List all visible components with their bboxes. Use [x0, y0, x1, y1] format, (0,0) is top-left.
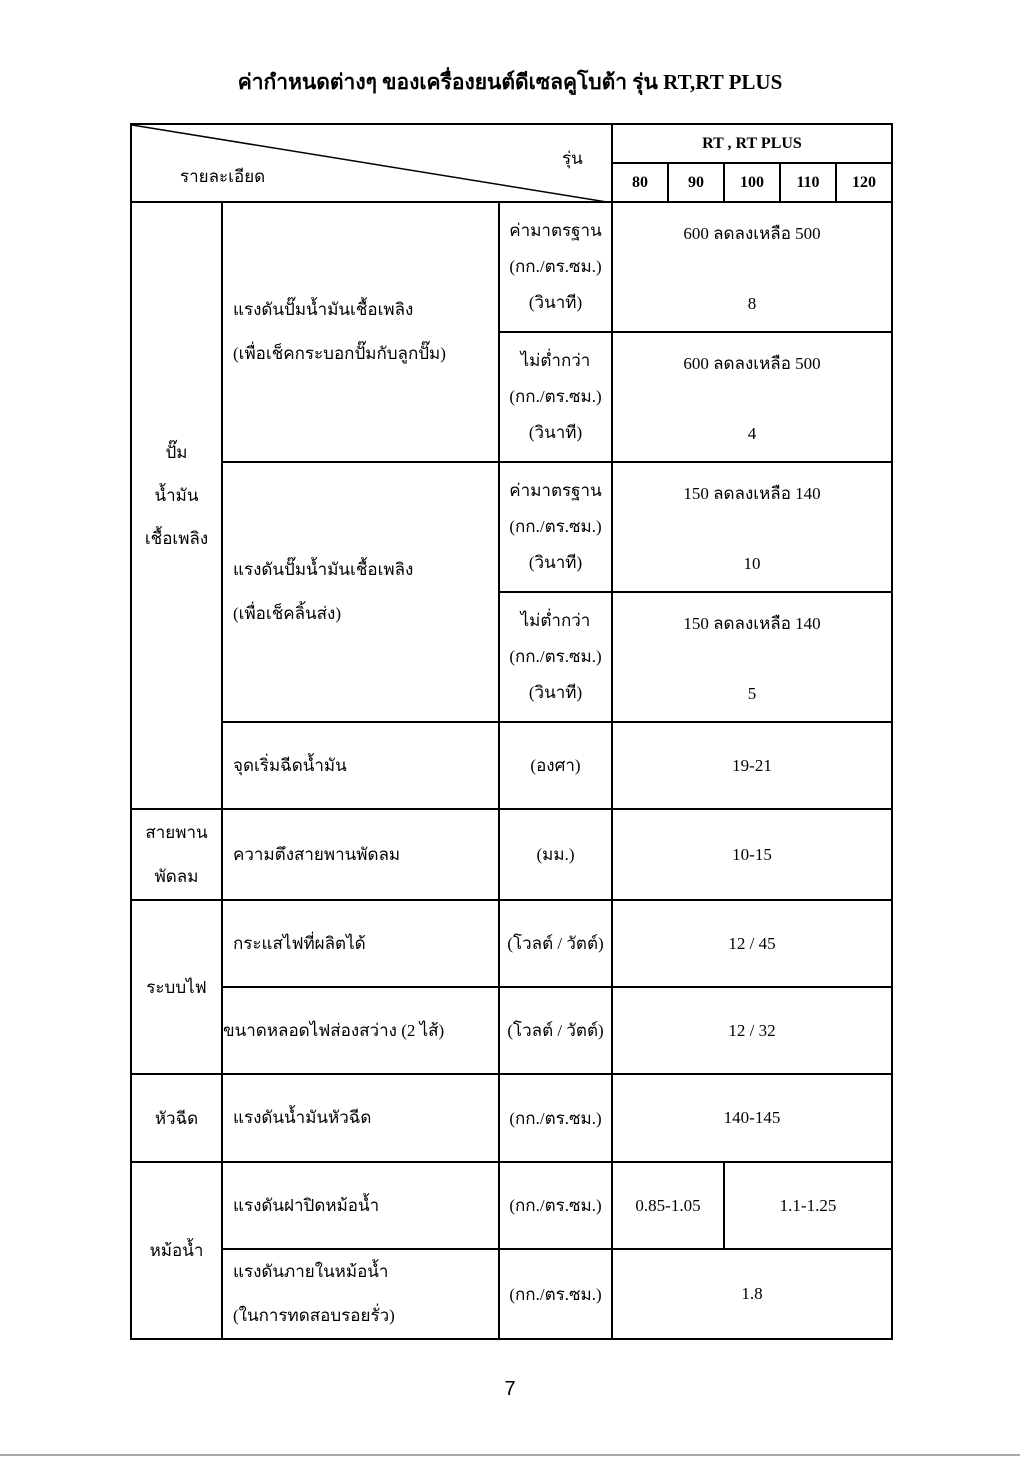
unit-line: (วินาที)	[528, 423, 583, 442]
category-line: ปั๊ม	[165, 443, 188, 462]
model-120: 120	[836, 163, 892, 202]
value-text: 600 ลดลงเหลือ 500	[683, 354, 821, 373]
value-cell-b: 1.1-1.25	[724, 1162, 892, 1249]
unit-cell: (มม.)	[499, 809, 612, 900]
unit-line: ไม่ต่ำกว่า	[520, 351, 591, 370]
unit-cell: (กก./ตร.ซม.)	[499, 1162, 612, 1249]
plunger-check-label	[222, 202, 499, 462]
header-diagonal-cell	[131, 124, 612, 202]
value-text: 150 ลดลงเหลือ 140	[683, 484, 821, 503]
detail-header: รายละเอียด	[180, 167, 266, 186]
row-label: แรงดันฝาปิดหม้อน้ำ	[233, 1195, 380, 1215]
unit-cell	[499, 592, 612, 722]
value-text: 600 ลดลงเหลือ 500	[683, 224, 821, 243]
page-title: ค่ากำหนดต่างๆ ของเครื่องยนต์ดีเซลคูโบต้า รุ่น RT,RT PLUS	[237, 70, 783, 94]
page-number: 7	[504, 1378, 516, 1400]
model-110: 110	[780, 163, 836, 202]
unit-cell: (โวลต์ / วัตต์)	[499, 900, 612, 987]
unit-cell: (องศา)	[499, 722, 612, 809]
value-cell-a: 0.85-1.05	[612, 1162, 724, 1249]
unit-line: (กก./ตร.ซม.)	[509, 257, 602, 276]
row-label: แรงดันภายในหม้อน้ำ	[233, 1262, 389, 1281]
unit-cell	[499, 462, 612, 592]
seconds-text: 8	[747, 294, 757, 313]
row-label: แรงดันน้ำมันหัวฉีด	[233, 1108, 372, 1127]
unit-line: (กก./ตร.ซม.)	[509, 647, 602, 666]
fuel-pump-category	[131, 202, 222, 809]
injector-label	[222, 1074, 499, 1162]
unit-cell: (กก./ตร.ซม.)	[499, 1249, 612, 1339]
model-header: รุ่น	[562, 149, 583, 168]
injector-category: หัวฉีด	[131, 1074, 222, 1162]
unit-line: (วินาที)	[528, 683, 583, 702]
model-90: 90	[668, 163, 724, 202]
row-label: กระแสไฟที่ผลิตได้	[233, 933, 366, 953]
lamp-label	[222, 987, 499, 1074]
value-text: 150 ลดลงเหลือ 140	[683, 614, 821, 633]
seconds-text: 4	[747, 424, 757, 443]
electrical-category: ระบบไฟ	[131, 900, 222, 1074]
unit-cell: (โวลต์ / วัตต์)	[499, 987, 612, 1074]
value-cell: 10-15	[612, 809, 892, 900]
row-label: แรงดันปั๊มน้ำมันเชื้อเพลิง	[233, 560, 414, 579]
value-cell: 12 / 45	[612, 900, 892, 987]
fan-belt-category	[131, 809, 222, 900]
unit-line: (วินาที)	[528, 293, 583, 312]
row-label-sub: (เพื่อเช็คลิ้นส่ง)	[233, 604, 341, 623]
radiator-cap-label	[222, 1162, 499, 1249]
unit-line: ไม่ต่ำกว่า	[520, 611, 591, 630]
unit-line: (กก./ตร.ซม.)	[509, 387, 602, 406]
row-label: แรงดันปั๊มน้ำมันเชื้อเพลิง	[233, 300, 414, 319]
unit-line: ค่ามาตรฐาน	[509, 481, 602, 500]
radiator-internal-label	[222, 1249, 499, 1339]
unit-cell: (กก./ตร.ซม.)	[499, 1074, 612, 1162]
spec-table	[130, 123, 893, 1340]
seconds-text: 5	[747, 684, 757, 703]
category-line: สายพาน	[145, 822, 208, 842]
value-cell	[612, 202, 892, 332]
model-80: 80	[612, 163, 668, 202]
unit-line: (วินาที)	[528, 553, 583, 572]
unit-line: ค่ามาตรฐาน	[509, 221, 602, 240]
unit-cell	[499, 332, 612, 462]
output-label	[222, 900, 499, 987]
category-line: พัดลม	[154, 866, 199, 886]
value-cell	[612, 332, 892, 462]
value-cell	[612, 592, 892, 722]
value-cell: 19-21	[612, 722, 892, 809]
value-cell	[612, 462, 892, 592]
injection-timing-label	[222, 722, 499, 809]
fan-belt-label	[222, 809, 499, 900]
bottom-rule	[0, 1454, 1020, 1456]
unit-cell	[499, 202, 612, 332]
value-cell: 1.8	[612, 1249, 892, 1339]
category-line: เชื้อเพลิง	[144, 529, 209, 548]
seconds-text: 10	[743, 554, 761, 573]
radiator-category: หม้อน้ำ	[131, 1162, 222, 1339]
value-cell: 12 / 32	[612, 987, 892, 1074]
model-100: 100	[724, 163, 780, 202]
row-label: ความตึงสายพานพัดลม	[233, 844, 401, 864]
row-label-sub: (เพื่อเช็คกระบอกปั๊มกับลูกปั๊ม)	[233, 344, 446, 363]
row-label: จุดเริ่มฉีดน้ำมัน	[233, 755, 347, 775]
model-group-header: RT , RT PLUS	[612, 124, 892, 163]
row-label: ขนาดหลอดไฟส่องสว่าง (2 ไส้)	[223, 1020, 445, 1040]
value-cell: 140-145	[612, 1074, 892, 1162]
row-label-sub: (ในการทดสอบรอยรั่ว)	[233, 1306, 395, 1325]
unit-line: (กก./ตร.ซม.)	[509, 517, 602, 536]
category-line: น้ำมัน	[154, 486, 199, 505]
valve-check-label	[222, 462, 499, 722]
